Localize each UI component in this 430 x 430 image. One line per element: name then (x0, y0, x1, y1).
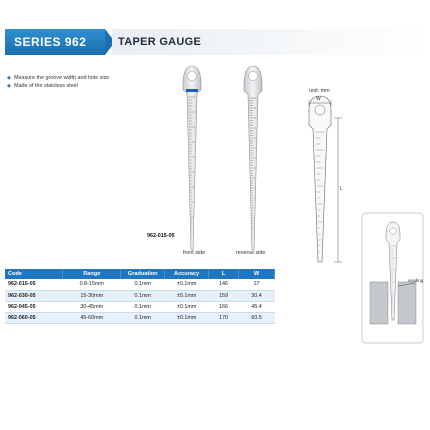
diamond-bullet-icon: ◆ (7, 83, 11, 89)
table-row (5, 279, 275, 290)
table-cell: ±0.1mm (165, 312, 209, 323)
table-cell: 30.4 (239, 290, 275, 301)
table-cell: 159 (209, 290, 239, 301)
brand-logo-icon (186, 89, 198, 92)
table-cell: 166 (209, 301, 239, 312)
table-cell: 17 (239, 279, 275, 290)
dimension-drawing (309, 96, 342, 262)
feature-text: Made of the stainless steel (14, 83, 78, 89)
table-cell: 0.1mm (121, 279, 165, 290)
model-code-label: 962-015-05 (147, 233, 175, 239)
table-cell: 962-030-05 (5, 290, 63, 301)
table-row (5, 290, 275, 301)
spec-table (5, 269, 275, 324)
dimension-l-label: L (340, 186, 343, 192)
table-cell: 0.1mm (121, 312, 165, 323)
product-title: TAPER GAUGE (118, 36, 202, 48)
column-header: W (239, 269, 275, 279)
front-side-label: front side (183, 250, 206, 256)
table-cell: 146 (209, 279, 239, 290)
table-cell: 15-30mm (63, 290, 121, 301)
reading-label: reading (408, 278, 424, 283)
table-cell: 962-015-05 (5, 279, 63, 290)
reverse-side-label: reverse side (236, 250, 266, 256)
table-cell: 962-045-05 (5, 301, 63, 312)
table-cell: ±0.1mm (165, 290, 209, 301)
table-cell: 170 (209, 312, 239, 323)
table-cell: 0.8-15mm (63, 279, 121, 290)
column-header: Code (5, 269, 63, 279)
table-cell: 60.5 (239, 312, 275, 323)
column-header: Range (63, 269, 121, 279)
table-cell: 0.1mm (121, 301, 165, 312)
table-cell: ±0.1mm (165, 301, 209, 312)
diamond-bullet-icon: ◆ (7, 75, 11, 81)
unit-label: unit: mm (309, 88, 330, 94)
table-cell: ±0.1mm (165, 279, 209, 290)
table-cell: 962-060-05 (5, 312, 63, 323)
table-row (5, 301, 275, 312)
front-gauge-image (183, 66, 201, 250)
table-cell: 30-45mm (63, 301, 121, 312)
reverse-gauge-image (244, 66, 262, 250)
dimension-w-label: W (316, 96, 321, 102)
table-cell: 0.1mm (121, 290, 165, 301)
column-header: L (209, 269, 239, 279)
feature-text: Measure the groove width and hole size (14, 75, 110, 81)
column-header: Graduation (121, 269, 165, 279)
table-row (5, 312, 275, 323)
table-cell: 45-60mm (63, 312, 121, 323)
column-header: Accuracy (165, 269, 209, 279)
table-cell: 45.4 (239, 301, 275, 312)
table-header-row (5, 269, 275, 279)
series-badge: SERIES 962 (5, 29, 105, 55)
